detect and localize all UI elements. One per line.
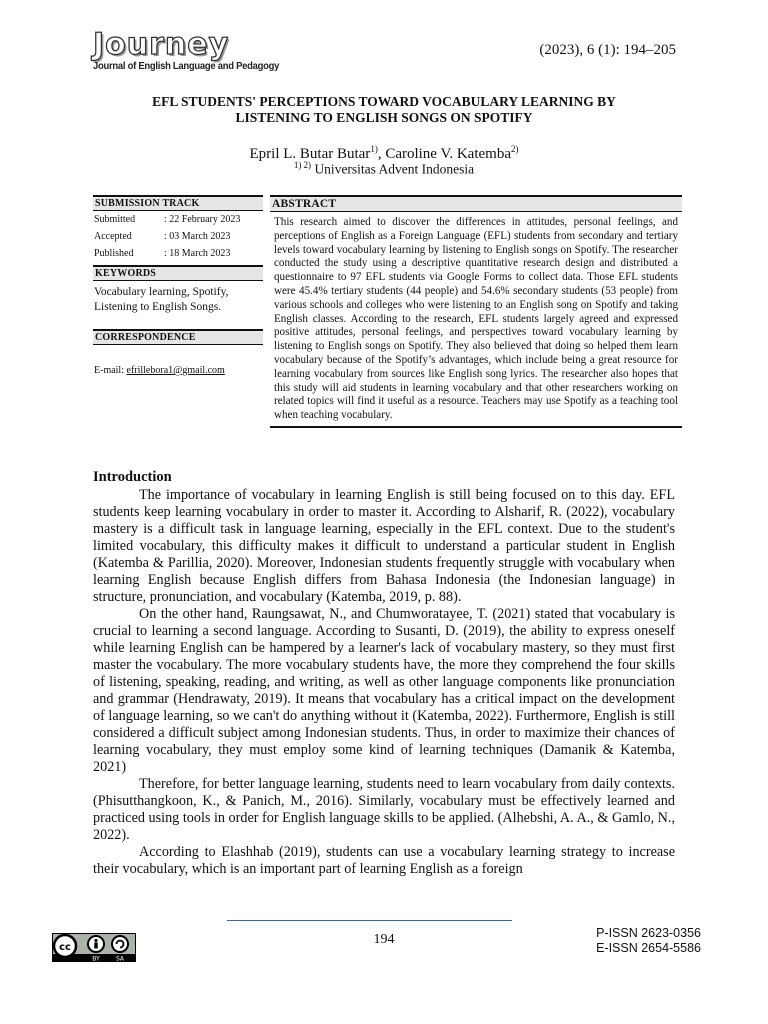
article-title <box>93 94 675 126</box>
author-2-sup: 2) <box>510 144 519 154</box>
share-alike-icon <box>112 936 128 952</box>
citation: (2023), 6 (1): 194–205 <box>539 42 676 58</box>
section-heading: Introduction <box>93 469 172 485</box>
license-by-label: BY <box>92 955 100 962</box>
affiliation-text: Universitas Advent Indonesia <box>314 161 475 177</box>
title-line-1: EFL STUDENTS' PERCEPTIONS TOWARD VOCABULARY LEARNING BY <box>152 94 616 109</box>
keywords-text: Vocabulary learning, Spotify, Listening to English Songs. <box>94 286 229 313</box>
correspondence-heading: CORRESPONDENCE <box>93 329 263 345</box>
correspondence-email <box>93 345 263 376</box>
abstract-heading: ABSTRACT <box>270 195 682 212</box>
submission-row <box>93 231 263 242</box>
body-paragraph: On the other hand, Raungsawat, N., and Chumworatayee, T. (2021) stated that vocabulary is crucial to learning a second language. According to Susanti, D. (2019), the ability to express oneself while learning English can be hampered by a learner's lack of vocabulary mastery, so they must first master the vocabulary. The more vocabulary students have, the more they comprehend the four skills of listening, speaking, reading, and writing, as well as other language components like pronunciation and grammar (Hendrawaty, 2019). It means that vocabulary has a critical impact on the development of language learning, so we can't do anything without it (Katemba, 2022). Furthermore, English is still considered a difficult subject among Indonesian students. Thus, in order to maximize their chances of learning vocabulary, they must employ some kind of learning techniques (Damanik & Katemba, 2021) <box>93 606 675 775</box>
keywords-heading: KEYWORDS <box>93 265 263 281</box>
article-body <box>93 469 675 878</box>
submission-value: : 03 March 2023 <box>164 231 231 242</box>
submission-value: : 18 March 2023 <box>164 248 231 259</box>
author-1-sup: 1) <box>370 144 378 154</box>
body-paragraph: The importance of vocabulary in learning English is still being focused on to this day. EFL students keep learning vocabulary in order to master it. According to Alsharif, R. (2022), vocabulary mastery is a difficult task in language learning, especially in the EFL context. Due to the student's limited vocabulary, this difficulty makes it difficult to understand a particular student in English (Katemba & Parillia, 2020). Moreover, Indonesian students frequently struggle with vocabulary when learning English because English differs from Bahasa Indonesia (the Indonesian language) in structure, pronunciation, and vocabulary (Katemba, 2019, p. 88). <box>93 487 675 605</box>
page-number: 194 <box>373 932 395 947</box>
abstract-text: This research aimed to discover the differences in attitudes, personal feelings, and perceptions of English as a Foreign Language (EFL) students from secondary and tertiary levels toward vocabulary learning by listening to English songs on Spotify. The researcher conducted the study using a descriptive quantitative research design and distributed a questionnaire to 97 EFL students via Google Forms to collect data. Those EFL students were 45.4% tertiary students (44 people) and 54.6% secondary students (53 people) from various schools and colleges who were listening to an English song on Spotify and taking English classes. According to the research, EFL students largely agreed and expressed positive attitudes, personal feelings, and perspectives toward vocabulary learning by listening to English songs on Spotify. They also believed that doing so helped them learn vocabulary because of the Spotify’s advantages, which include being a great resource for learning vocabulary from sources like English song lyrics. The researcher also hopes that this study will aid students in learning vocabulary and that other researchers working on related topics will find it useful as a resource. Teachers may use Spotify as a teaching tool when teaching vocabulary. <box>270 212 682 428</box>
author-1: Epril L. Butar Butar <box>249 146 371 162</box>
submission-label: Published <box>94 248 134 259</box>
e-issn: E-ISSN 2654-5586 <box>596 941 701 955</box>
submission-heading: SUBMISSION TRACK <box>93 195 263 211</box>
affiliation <box>93 160 675 178</box>
license-sa-label: SA <box>115 955 125 962</box>
info-sidebar <box>93 195 263 376</box>
submission-row <box>93 214 263 225</box>
email-link[interactable]: efrillebora1@gmail.com <box>126 365 225 376</box>
affiliation-sup: 1) 2) <box>293 160 312 170</box>
title-line-2: LISTENING TO ENGLISH SONGS ON SPOTIFY <box>235 110 533 125</box>
abstract <box>270 195 682 428</box>
author-separator: , <box>377 146 386 162</box>
footer-divider <box>227 920 512 921</box>
submission-label: Submitted <box>94 214 136 225</box>
p-issn: P-ISSN 2623-0356 <box>596 926 701 940</box>
svg-text:cc: cc <box>59 942 71 953</box>
submission-label: Accepted <box>94 231 132 242</box>
issn-block <box>596 926 701 956</box>
submission-row <box>93 248 263 259</box>
author-2: Caroline V. Katemba <box>385 146 511 162</box>
body-paragraph: Therefore, for better language learning, students need to learn vocabulary from daily contexts. (Phisutthangkoon, K., & Panich, M., 2016). Similarly, vocabulary must be effectively learned and practiced using tools in order for English language skills to be applied. (Alhebshi, A. A., & Gamlo, N., 2022). <box>93 776 675 843</box>
journal-logo <box>93 27 293 72</box>
email-label: E-mail: <box>94 365 127 376</box>
cc-license-badge <box>52 933 136 962</box>
logo-subtitle: Journal of English Language and Pedagogy <box>93 60 280 72</box>
body-paragraph: According to Elashhab (2019), students can use a vocabulary learning strategy to increase their vocabulary, which is an important part of learning English as a foreign <box>93 844 675 877</box>
submission-value: : 22 February 2023 <box>164 214 241 225</box>
logo-word: Journey <box>93 27 230 62</box>
